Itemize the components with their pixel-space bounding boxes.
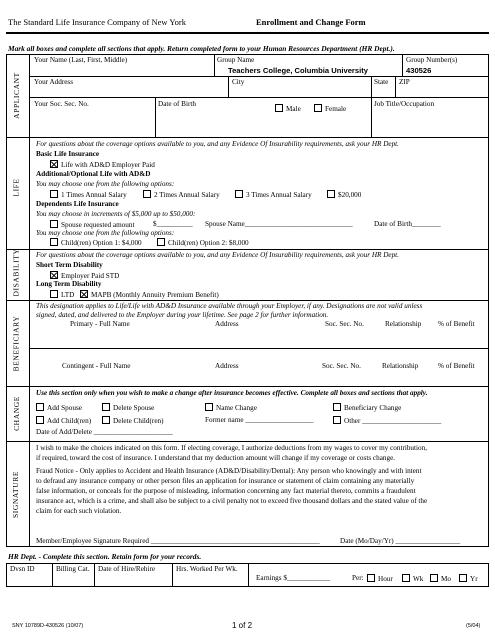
child-option-2[interactable]: Child(ren) Option 2: $8,000 xyxy=(157,238,249,248)
option-2x-salary[interactable]: 2 Times Annual Salary xyxy=(143,190,220,200)
signature-section-label: SIGNATURE xyxy=(11,470,21,518)
primary-relationship-col: Relationship xyxy=(385,320,422,328)
fraud-notice-line-2: to defraud any insurance company or other person files an application for insurance or statement of claim containing any materially xyxy=(36,477,415,485)
primary-name-col: Primary - Full Name xyxy=(70,320,130,328)
dependents-life-heading: Dependents Life Insurance xyxy=(36,200,119,208)
hour-option[interactable]: Hour xyxy=(367,574,393,584)
primary-beneficiary-row[interactable] xyxy=(34,330,486,346)
contingent-beneficiary-row[interactable] xyxy=(34,372,486,385)
additional-choose-text: You may choose one from the following options: xyxy=(36,180,175,188)
contingent-ssn-col: Soc. Sec. No. xyxy=(322,362,361,370)
spouse-amount-option[interactable]: Spouse requested amount xyxy=(50,220,134,230)
child-option-1[interactable]: Child(ren) Option 1: $4,000 xyxy=(50,238,142,248)
page-number: 1 of 2 xyxy=(232,621,253,630)
life-section-label: LIFE xyxy=(11,177,21,197)
add-spouse-option[interactable]: Add Spouse xyxy=(36,403,82,413)
option-1x-salary[interactable]: 1 Times Annual Salary xyxy=(50,190,127,200)
company-name: The Standard Life Insurance Company of New York xyxy=(8,17,186,27)
per-label: Per: xyxy=(352,574,364,582)
additional-life-heading: Additional/Optional Life with AD&D xyxy=(36,170,151,178)
beneficiary-intro-1: This designation applies to Life/Life with AD&D Insurance available through your Employer, if any. Designations are not valid unless xyxy=(36,302,423,310)
name-field[interactable] xyxy=(34,65,210,75)
city-label: City xyxy=(232,78,245,86)
fraud-notice-line-1: Fraud Notice - Only applies to Accident and Health Insurance (AD&D/Disability/Dental): Any person who knowingly and with intent xyxy=(36,467,422,475)
beneficiary-intro-2: signed, dated, and delivered to the Employer during your lifetime. See page 2 for further information. xyxy=(36,311,329,319)
fraud-notice-line-4: insurance act, which is a crime, and shall also be subject to a civil penalty not to exceed five thousand dollars and the stated value of the xyxy=(36,497,428,505)
fraud-notice-line-5: claim for each such violation. xyxy=(36,507,122,515)
other-checkbox[interactable] xyxy=(333,416,341,424)
year-checkbox[interactable] xyxy=(459,574,467,582)
add-children-checkbox[interactable] xyxy=(36,416,44,424)
change-intro: Use this section only when you wish to make a change after insurance becomes effective. Complete all boxes and sections that apply. xyxy=(36,389,428,397)
disability-section-label: DISABILITY xyxy=(11,248,21,297)
group-name-label: Group Name xyxy=(217,56,255,64)
applicant-section-label: APPLICANT xyxy=(11,72,21,119)
form-code: SNY 10789D-430526 (10/07) xyxy=(12,623,84,629)
add-spouse-checkbox[interactable] xyxy=(36,403,44,411)
basic-life-heading: Basic Life Insurance xyxy=(36,150,100,158)
hour-checkbox[interactable] xyxy=(367,574,375,582)
spouse-amount-checkbox[interactable] xyxy=(50,220,58,228)
fraud-notice-line-3: false information, or conceals for the purpose of misleading, information concerning any fact material thereto, commits a fraudulent xyxy=(36,487,416,495)
former-name-field[interactable]: Former name ___________________ xyxy=(205,416,314,424)
life-intro: For questions about the coverage options available to you, and any Evidence Of Insurability requirements, ask your HR Dept. xyxy=(36,140,399,148)
signature-field[interactable]: Member/Employee Signature Required _______________________________________________ xyxy=(36,537,320,545)
delete-spouse-option[interactable]: Delete Spouse xyxy=(102,403,154,413)
zip-label: ZIP xyxy=(399,78,410,86)
male-option[interactable]: Male xyxy=(275,104,301,114)
dob-field[interactable] xyxy=(158,110,258,134)
state-label: State xyxy=(374,78,389,86)
other-option[interactable]: Other ______________________ xyxy=(333,416,441,426)
std-option[interactable]: Employer Paid STD xyxy=(50,271,119,281)
signature-date-field[interactable]: Date (Mo/Day/Yr) __________________ xyxy=(340,537,461,545)
dob-label: Date of Birth xyxy=(158,100,196,108)
male-checkbox[interactable] xyxy=(275,104,283,112)
division-id-label: Dvsn ID xyxy=(10,565,35,573)
group-number-value: 430526 xyxy=(406,66,432,75)
ltd-checkbox[interactable] xyxy=(50,290,58,298)
primary-ssn-col: Soc. Sec. No. xyxy=(325,320,364,328)
ssn-label: Your Soc. Sec. No. xyxy=(34,100,89,108)
primary-address-col: Address xyxy=(215,320,239,328)
spouse-name-field[interactable]: Spouse Name______________________________ xyxy=(205,220,353,228)
week-checkbox[interactable] xyxy=(402,574,410,582)
name-change-checkbox[interactable] xyxy=(205,403,213,411)
add-children-option[interactable]: Add Child(ren) xyxy=(36,416,91,426)
beneficiary-section-label: BENEFICIARY xyxy=(11,315,21,371)
year-option[interactable]: Yr xyxy=(459,574,478,584)
primary-percent-col: % of Benefit xyxy=(438,320,475,328)
disability-intro: For questions about the coverage options available to you, and any Evidence Of Insurability requirements, ask your HR Dept. xyxy=(36,251,399,259)
date-of-hire-label: Date of Hire/Rehire xyxy=(98,565,156,573)
contingent-percent-col: % of Benefit xyxy=(438,362,475,370)
mapb-checkbox[interactable] xyxy=(80,290,88,298)
std-checkbox[interactable] xyxy=(50,271,58,279)
beneficiary-change-option[interactable]: Beneficiary Change xyxy=(333,403,401,413)
address-field[interactable] xyxy=(34,87,224,96)
date-add-delete-field[interactable]: Date of Add/Delete ______________________ xyxy=(36,428,173,436)
hours-worked-label: Hrs. Worked Per Wk. xyxy=(176,565,238,573)
spouse-dob-field[interactable]: Date of Birth________ xyxy=(374,220,441,228)
contingent-address-col: Address xyxy=(215,362,239,370)
child-option-2-checkbox[interactable] xyxy=(157,238,165,246)
form-instructions: Mark all boxes and complete all sections that apply. Return completed form to your Human Resources Department (HR Dept.). xyxy=(8,44,395,53)
beneficiary-change-checkbox[interactable] xyxy=(333,403,341,411)
week-option[interactable]: Wk xyxy=(402,574,423,584)
revision-date: (5/04) xyxy=(466,623,481,629)
header-rule xyxy=(6,32,489,34)
authorization-line-2: if required, toward the cost of insurance. I understand that my deduction amount will change if my coverage or costs change. xyxy=(36,454,396,462)
ltd-option[interactable]: LTD xyxy=(50,290,74,300)
address-label: Your Address xyxy=(34,78,74,86)
option-3x-checkbox[interactable] xyxy=(235,190,243,198)
form-title: Enrollment and Change Form xyxy=(256,17,366,27)
delete-children-option[interactable]: Delete Child(ren) xyxy=(102,416,164,426)
name-label: Your Name (Last, First, Middle) xyxy=(34,56,128,64)
month-checkbox[interactable] xyxy=(430,574,438,582)
earnings-field[interactable]: Earnings $____________ xyxy=(256,574,331,582)
delete-children-checkbox[interactable] xyxy=(102,416,110,424)
child-choose-text: You may choose one from the following options: xyxy=(36,229,175,237)
billing-category-label: Billing Cat. xyxy=(56,565,90,573)
job-title-label: Job Title/Occupation xyxy=(374,100,435,108)
ltd-heading: Long Term Disability xyxy=(36,280,102,288)
group-number-label: Group Number(s) xyxy=(406,56,458,64)
option-3x-salary[interactable]: 3 Times Annual Salary xyxy=(235,190,312,200)
ssn-field[interactable] xyxy=(34,110,151,134)
basic-life-option[interactable]: Life with AD&D Employer Paid xyxy=(50,160,155,170)
contingent-relationship-col: Relationship xyxy=(382,362,419,370)
city-field[interactable] xyxy=(232,87,367,96)
option-1x-checkbox[interactable] xyxy=(50,190,58,198)
std-heading: Short Term Disability xyxy=(36,261,103,269)
job-title-field[interactable] xyxy=(374,110,486,134)
female-option[interactable]: Female xyxy=(314,104,346,114)
name-change-option[interactable]: Name Change xyxy=(205,403,257,413)
hr-heading: HR Dept. - Complete this section. Retain form for your records. xyxy=(8,552,202,561)
child-option-1-checkbox[interactable] xyxy=(50,238,58,246)
delete-spouse-checkbox[interactable] xyxy=(102,403,110,411)
spouse-amount-field[interactable]: $__________ xyxy=(153,220,193,228)
option-20000[interactable]: $20,000 xyxy=(327,190,361,200)
contingent-name-col: Contingent - Full Name xyxy=(62,362,131,370)
increments-text: You may choose in increments of $5,000 up to $50,000: xyxy=(36,210,196,218)
change-section-label: CHANGE xyxy=(11,396,21,431)
female-checkbox[interactable] xyxy=(314,104,322,112)
basic-life-checkbox[interactable] xyxy=(50,160,58,168)
group-name-value: Teachers College, Columbia University xyxy=(228,66,368,75)
authorization-line-1: I wish to make the choices indicated on this form. If electing coverage, I authorize deductions from my wages to cover my contribution, xyxy=(36,444,427,452)
option-20000-checkbox[interactable] xyxy=(327,190,335,198)
option-2x-checkbox[interactable] xyxy=(143,190,151,198)
month-option[interactable]: Mo xyxy=(430,574,451,584)
mapb-option[interactable]: MAPB (Monthly Annuity Premium Benefit) xyxy=(80,290,219,300)
